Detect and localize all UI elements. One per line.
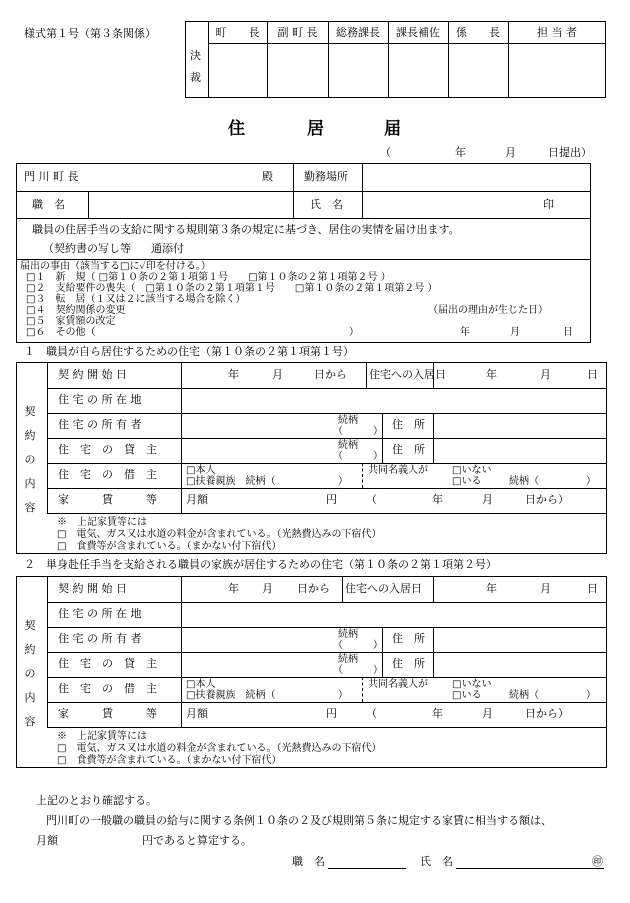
s2-note-meals: □ 食費等が含まれている。（まかない付下宿代） bbox=[57, 755, 282, 766]
approver-general-affairs: 総務課長 bbox=[336, 26, 380, 39]
s1-start-label: 契 約 開 始 日 bbox=[58, 368, 127, 381]
intro-text: 職員の住居手当の支給に関する規則第３条の規定に基づき、居住の実情を届け出ます。 bbox=[32, 223, 460, 236]
reason-item-6: □６ その他（ bbox=[26, 327, 96, 338]
s1-move-in-label: 住宅への入居日 bbox=[369, 368, 446, 381]
s1-lender-address-label: 住 所 bbox=[392, 443, 425, 456]
s1-monthly-label: 月額 bbox=[186, 493, 208, 506]
addressee-name: 門 川 町 長 bbox=[24, 170, 79, 183]
s2-borrower-label: 住 宅 の 借 主 bbox=[58, 682, 157, 695]
s2-owner-address-label: 住 所 bbox=[392, 632, 425, 645]
section-1-side-label: 契 約 の 内 容 bbox=[24, 405, 36, 514]
confirm-job-label: 職 名 bbox=[292, 855, 325, 868]
page-title-2: 居 bbox=[307, 119, 326, 139]
s2-rent-from-year: 年 bbox=[432, 707, 443, 720]
s2-owner-label: 住 宅 の 所 有 者 bbox=[58, 632, 142, 645]
addressee-honorific: 殿 bbox=[262, 170, 273, 183]
name-label: 氏 名 bbox=[310, 198, 343, 211]
s2-rent-from-month: 月 bbox=[482, 707, 493, 720]
s2-lender-label: 住 宅 の 貸 主 bbox=[58, 657, 157, 670]
s2-location-label: 住 宅 の 所 在 地 bbox=[58, 607, 142, 620]
s2-start-day: 日から bbox=[297, 582, 330, 595]
confirmation-line-1: 上記のとおり確認する。 bbox=[36, 794, 157, 807]
s1-note-meals: □ 食費等が含まれている。（まかない付下宿代） bbox=[57, 541, 282, 552]
s2-joint-close: ） bbox=[586, 690, 596, 701]
s2-move-in-label: 住宅への入居日 bbox=[345, 582, 422, 595]
s1-rent-from-month: 月 bbox=[482, 493, 493, 506]
s1-yen: 円 bbox=[326, 493, 337, 506]
s1-rent-from-year: 年 bbox=[432, 493, 443, 506]
s2-rent-from-day: 日から） bbox=[525, 707, 569, 720]
s2-rent-label: 家 賃 等 bbox=[58, 707, 157, 720]
s2-lender-relation: 続柄 bbox=[338, 654, 358, 665]
s2-note-utilities: □ 電気、ガス又は水道の料金が含まれている。（光熱費込みの下宿代） bbox=[57, 743, 382, 754]
s1-dependent-check: □扶養親族 続柄（ bbox=[186, 476, 276, 487]
s1-lender-label: 住 宅 の 貸 主 bbox=[58, 443, 157, 456]
s2-joint-exists: □いる bbox=[452, 690, 482, 701]
reason-date-month: 月 bbox=[510, 327, 520, 338]
s2-joint-relation: 続柄（ bbox=[509, 690, 539, 701]
s1-move-in-day: 日 bbox=[587, 368, 598, 381]
job-title-label: 職 名 bbox=[32, 198, 65, 211]
s1-start-day: 日から bbox=[314, 368, 347, 381]
reason-item-3: □３ 転 居（１又は２に該当する場合を除く） bbox=[26, 294, 246, 305]
s1-owner-address-label: 住 所 bbox=[392, 418, 425, 431]
reason-item-2: □２ 支給要件の喪失（ □第１０条の２第１項第１号 □第１０条の２第１項第２号 ） bbox=[26, 283, 438, 294]
seal-mark: 印 bbox=[543, 198, 554, 211]
workplace-label: 勤務場所 bbox=[304, 170, 348, 183]
reason-date-day: 日 bbox=[563, 327, 573, 338]
s1-borrower-label: 住 宅 の 借 主 bbox=[58, 468, 157, 481]
reasons-heading: 届出の事由（該当する□に✓印を付ける。） bbox=[20, 261, 211, 272]
s2-owner-relation: 続柄 bbox=[338, 629, 358, 640]
reason-date-label: （届出の理由が生じた日） bbox=[428, 305, 548, 316]
approver-mayor: 町 長 bbox=[215, 26, 260, 39]
s1-note-utilities: □ 電気、ガス又は水道の料金が含まれている。（光熱費込みの下宿代） bbox=[57, 529, 382, 540]
s2-start-label: 契 約 開 始 日 bbox=[58, 582, 127, 595]
s1-owner-label: 住 宅 の 所 有 者 bbox=[58, 418, 142, 431]
s1-joint-exists: □いる bbox=[452, 476, 482, 487]
confirm-seal: ㊞ bbox=[592, 855, 603, 868]
s2-joint-label: 共同名義人が bbox=[368, 679, 428, 690]
s1-joint-none: □いない bbox=[452, 465, 492, 476]
approver-chief: 係 長 bbox=[456, 26, 500, 39]
page-title-3: 届 bbox=[384, 119, 403, 139]
s2-rent-from-open: （ bbox=[366, 707, 377, 720]
reason-paren-close: ） bbox=[349, 327, 359, 338]
s2-joint-none: □いない bbox=[452, 679, 492, 690]
reason-item-4: □４ 契約関係の変更 bbox=[26, 305, 126, 316]
s2-move-in-month: 月 bbox=[540, 582, 551, 595]
approver-staff: 担 当 者 bbox=[537, 26, 577, 39]
s1-self-check: □本人 bbox=[186, 465, 216, 476]
confirmation-calc: 円であると算定する。 bbox=[142, 834, 252, 847]
s2-move-in-year: 年 bbox=[486, 582, 497, 595]
date-open: （ bbox=[380, 146, 391, 159]
confirmation-monthly: 月額 bbox=[36, 834, 58, 847]
s2-monthly-label: 月額 bbox=[186, 707, 208, 720]
s1-dependent-close: ） bbox=[338, 476, 348, 487]
s1-location-label: 住 宅 の 所 在 地 bbox=[58, 393, 142, 406]
date-month: 月 bbox=[505, 146, 516, 159]
s2-start-year: 年 bbox=[228, 582, 239, 595]
s1-rent-from-open: （ bbox=[366, 493, 377, 506]
s1-joint-label: 共同名義人が bbox=[368, 465, 428, 476]
s2-self-check: □本人 bbox=[186, 679, 216, 690]
s2-yen: 円 bbox=[326, 707, 337, 720]
s1-owner-relation-paren: （ ） bbox=[333, 426, 383, 437]
confirmation-line-2: 門川町の一般職の職員の給与に関する条例１０条の２及び規則第５条に規定する家賃に相当する額は、 bbox=[46, 814, 552, 827]
s2-start-month: 月 bbox=[262, 582, 273, 595]
date-day: 日提出） bbox=[548, 146, 592, 159]
s2-note-heading: ※ 上記家賃等には bbox=[57, 731, 147, 742]
section-1-heading: １ 職員が自ら居住するための住宅（第１０条の２第１項第１号） bbox=[24, 345, 354, 358]
s2-lender-address-label: 住 所 bbox=[392, 657, 425, 670]
reason-item-5: □５ 家賃額の改定 bbox=[26, 316, 116, 327]
s2-dependent-close: ） bbox=[338, 690, 348, 701]
s2-move-in-day: 日 bbox=[587, 582, 598, 595]
kessai-label: 決 裁 bbox=[190, 49, 201, 84]
reason-date-year: 年 bbox=[460, 327, 470, 338]
form-number: 様式第１号（第３条関係） bbox=[24, 27, 156, 40]
s1-rent-label: 家 賃 等 bbox=[58, 493, 157, 506]
s2-owner-relation-paren: （ ） bbox=[333, 640, 383, 651]
s1-lender-relation: 続柄 bbox=[338, 440, 358, 451]
reason-item-1: □１ 新 規（ □第１０条の２第１項第１号 □第１０条の２第１項第２号 ） bbox=[26, 272, 391, 283]
s1-start-month: 月 bbox=[272, 368, 283, 381]
s2-dependent-check: □扶養親族 続柄（ bbox=[186, 690, 276, 701]
s1-move-in-year: 年 bbox=[486, 368, 497, 381]
s1-rent-from-day: 日から） bbox=[525, 493, 569, 506]
s1-joint-relation: 続柄（ bbox=[509, 476, 539, 487]
s1-joint-close: ） bbox=[586, 476, 596, 487]
attachment-count: 通添付 bbox=[151, 242, 184, 255]
date-year: 年 bbox=[455, 146, 466, 159]
s1-owner-relation: 続柄 bbox=[338, 415, 358, 426]
approver-assistant: 課長補佐 bbox=[396, 26, 440, 39]
approver-deputy: 副 町 長 bbox=[277, 26, 318, 39]
s1-lender-relation-paren: （ ） bbox=[333, 451, 383, 462]
s1-note-heading: ※ 上記家賃等には bbox=[57, 517, 147, 528]
s2-lender-relation-paren: （ ） bbox=[333, 665, 383, 676]
section-2-side-label: 契 約 の 内 容 bbox=[24, 619, 36, 728]
s1-start-year: 年 bbox=[228, 368, 239, 381]
page-title-1: 住 bbox=[228, 119, 247, 139]
confirm-name-label: 氏 名 bbox=[420, 855, 453, 868]
section-2-heading: ２ 単身赴任手当を支給される職員の家族が居住するための住宅（第１０条の２第１項第２号） bbox=[24, 558, 497, 571]
s1-move-in-month: 月 bbox=[540, 368, 551, 381]
attachment-label: （契約書の写し等 bbox=[43, 242, 131, 255]
